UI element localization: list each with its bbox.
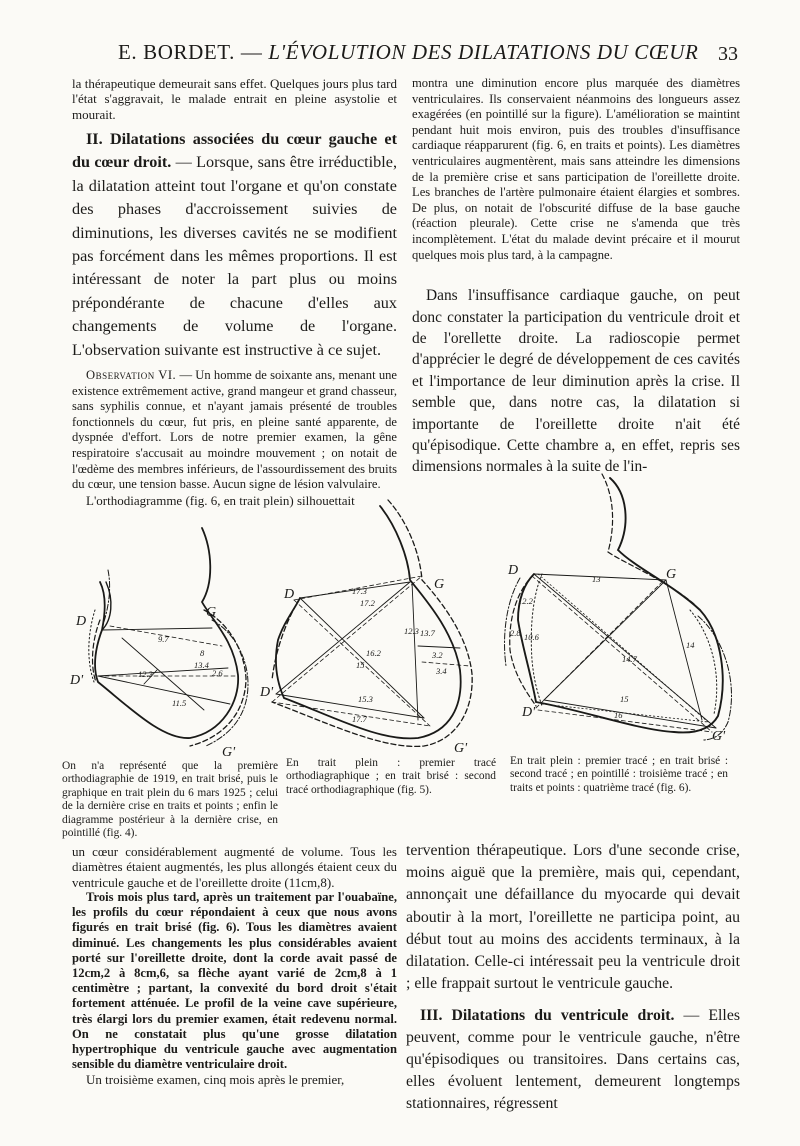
- fig3-measure: 14.7: [622, 654, 637, 664]
- fig1-measure: 12.3: [138, 669, 153, 679]
- fig3-label-g-prime: G': [712, 729, 726, 744]
- fig1-measure: 9.7: [158, 634, 169, 644]
- fig3-measure: 13: [592, 574, 601, 584]
- paragraph: Trois mois plus tard, après un traitement par l'ouabaïne, les profils du cœur répondaient à ceux que nous avons figurés en trait brisé (fig. 6). Tous les diamètres avaient diminué. Les changements les plus considérables avaient porté sur l'oreillette droite, dont la corde avait passé de 12cm,2 à 8cm,6, sa flèche ayant varié de 2cm,8 à 1 centimètre ; partant, la convexité du bord droit s'était fortement atténuée. Le profil de la veine cave supérieure, très élargi lors du premier examen, était redevenu normal. On ne constatait plus qu'une grosse dilatation hypertrophique du ventricule gauche avec augmentation sensible du diamètre ventriculaire droit.: [72, 889, 397, 1072]
- fig2-measure: 3.4: [436, 666, 447, 676]
- observation-heading: Observation VI.: [86, 367, 177, 382]
- section-3-paragraph: [406, 1005, 740, 1114]
- fig1-label-g-prime: G': [222, 745, 236, 760]
- observation-text: — Un homme de soixante ans, menant une existence extrêmement active, grand mangeur et grand chasseur, sans syphilis connue, et n'ayant jamais présenté de troubles fonctionnels du cœur, fut pris, en pleine santé apparente, de dyspnée d'effort. Lors de notre premier examen, la gêne respiratoire s'accusait au moindre mouvement ; on notait de l'œdème des membres inférieurs, de l'assourdissement des bruits du cœur, une tension basse. Aucun signe de lésion valvulaire.: [72, 367, 397, 492]
- paragraph: L'orthodiagramme (fig. 6, en trait plein) silhouettait: [86, 492, 355, 508]
- fig2-label-d-prime: D': [260, 685, 274, 700]
- fig1-label-g: G: [206, 605, 217, 620]
- running-header: [0, 40, 800, 70]
- paragraph: Dans l'insuffisance cardiaque gauche, on peut donc constater la participation du ventricule droit et de l'orellette droite. La radioscopie permet d'apprécier le degré de développement de ces cavités et l'importance de leur diminution après la crise. Il semble que, dans notre cas, la dilatation si importante de l'oreillette droite n'ait été qu'épisodique. Cette chambre a, en effet, repris ses dimensions normales à la suite de l'in-: [412, 287, 740, 476]
- figure-2-diagram: [259, 500, 472, 756]
- figure-5-caption: En trait plein : premier tracé orthodiagraphique ; en trait brisé : second tracé orthodiagraphique (fig. 5).: [286, 757, 496, 796]
- fig3-label-g: G: [666, 567, 677, 582]
- section-2-heading: II. Dilatations associées du cœur gauche et du cœur droit.: [72, 129, 397, 172]
- fig1-label-d: D: [76, 614, 87, 629]
- fig3-measure: 14: [686, 640, 695, 650]
- left-column-top: [72, 76, 397, 508]
- fig1-measure: 13.4: [194, 660, 209, 670]
- header-article-title: L'ÉVOLUTION DES DILATATIONS DU CŒUR: [262, 40, 699, 64]
- fig3-measure: 15: [620, 694, 629, 704]
- fig3-label-d: D: [508, 563, 519, 578]
- paragraph: un cœur considérablement augmenté de volume. Tous les diamètres étaient augmentés, les plus allongés étaient ceux du ventricule gauche et de l'oreillette droite (11cm,8).: [72, 844, 397, 890]
- cardiac-orthodiagrams: [62, 470, 742, 760]
- right-column-bottom: [406, 840, 740, 1114]
- fig2-label-d: D: [284, 587, 295, 602]
- header-title: [118, 40, 698, 65]
- fig1-measure: 2.6: [212, 668, 223, 678]
- fig3-measure: 10.6: [524, 632, 539, 642]
- paragraph: Un troisième examen, cinq mois après le premier,: [86, 1072, 345, 1088]
- fig2-measure: 17.7: [352, 714, 367, 724]
- fig1-measure: 11.5: [172, 698, 187, 708]
- section-2-paragraph: [72, 128, 397, 362]
- fig2-measure: 12.3: [404, 626, 419, 636]
- fig1-label-d-prime: D': [70, 673, 84, 688]
- fig2-measure: 15: [356, 660, 365, 670]
- page-number: 33: [718, 43, 738, 65]
- fig2-measure: 16.2: [366, 648, 381, 658]
- left-column-bottom: [72, 844, 397, 1088]
- paragraph: tervention thérapeutique. Lors d'une seconde crise, moins aiguë que la première, mais qui, cependant, annonçait une défaillance du myocarde qui devait aboutir à la mort, l'oreillette ne participa point, au début tout au moins des accidents terminaux, à la dilatation. Celle-ci intéressait peu la ventricule droit ; elle frappait surtout le ventricule gauche.: [406, 842, 740, 993]
- paragraph: la thérapeutique demeurait sans effet. Quelques jours plus tard l'état s'aggravait, le malade entrait en pleine asystolie et mourait.: [72, 76, 397, 122]
- section-2-text: — Lorsque, sans être irréductible, la dilatation atteint tout l'organe et qu'on constate des phases d'accroissement suivies de diminutions, les diverses cavités ne se modifient pas forcément dans les mêmes proportions. Il est intéressant de noter la part plus ou moins prépondérante de chacune d'elles aux changements de volume de l'organe. L'observation suivante est instructive à ce sujet.: [72, 153, 397, 359]
- figure-6-caption: En trait plein : premier tracé ; en trait brisé : second tracé ; en pointillé : troisième tracé ; en traits et points : quatrième tracé (fig. 6).: [510, 755, 728, 794]
- figure-1-diagram: [69, 528, 248, 760]
- fig3-measure: 2.8: [510, 628, 521, 638]
- fig3-measure: 12.2: [518, 596, 533, 606]
- fig2-measure: 13.7: [420, 628, 435, 638]
- fig2-label-g-prime: G': [454, 741, 468, 756]
- figures-panel: [62, 470, 742, 760]
- figure-4-caption: On n'a représenté que la première orthodiagraphie de 1919, en trait brisé, puis le graphique en trait plein du 6 mars 1925 ; celui de la dernière crise en traits et points ; enfin le diagramme postérieur à la dernière crise, en pointillé (fig. 4).: [62, 760, 278, 840]
- paragraph: montra une diminution encore plus marquée des diamètres ventriculaires. Ils conservaient néanmoins des longueurs assez exagérées (en pointillé sur la figure). L'amélioration se maintint pendant huit mois environ, puis des troubles d'insuffisance cardiaque réapparurent (fig. 6, en traits et points). Les diamètres ventriculaires augmentèrent, mais sans atteindre les dimensions de la première crise et sans participation de l'oreillette droite. Les branches de l'artère pulmonaire étaient élargies et sombres. De plus, on notait de l'obscurité diffuse de la base gauche (réaction pleurale). Cette crise ne s'amenda que très incomplètement. L'état du malade devint précaire et il mourut quelques mois plus tard, à la campagne.: [412, 76, 740, 262]
- fig2-label-g: G: [434, 577, 445, 592]
- fig3-measure: 16: [614, 710, 623, 720]
- fig1-measure: 8: [200, 648, 205, 658]
- fig3-label-d-prime: D': [522, 705, 536, 720]
- fig2-measure: 3.2: [432, 650, 443, 660]
- fig2-measure: 17.3: [352, 586, 367, 596]
- figure-3-diagram: [505, 474, 732, 744]
- right-column-top: [412, 76, 740, 478]
- section-3-text: — Elles peuvent, comme pour le ventricule gauche, n'être qu'épisodiques ou transitoires. Dans certains cas, elles évoluent lentement, demeurent longtemps stationnaires, régressent: [406, 1007, 740, 1112]
- fig2-measure: 15.3: [358, 694, 373, 704]
- fig2-measure: 17.2: [360, 598, 375, 608]
- header-author: E. BORDET. —: [118, 40, 263, 64]
- section-3-heading: III. Dilatations du ventricule droit.: [420, 1007, 675, 1025]
